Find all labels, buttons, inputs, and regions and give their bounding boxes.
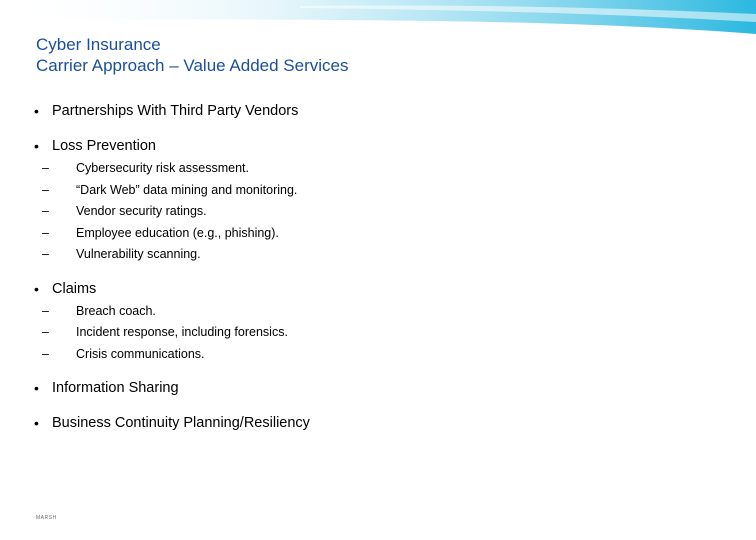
dash-marker: –: [42, 247, 49, 261]
bullet-label: Claims: [52, 280, 97, 297]
bullet-dot: •: [34, 138, 39, 154]
claims-sublist: [34, 301, 724, 366]
title-line-2: Carrier Approach – Value Added Services: [36, 56, 349, 75]
dash-marker: –: [42, 204, 49, 218]
list-item-text: Vendor security ratings.: [76, 204, 207, 218]
top-decorative-band: [0, 0, 756, 36]
list-item-text: Breach coach.: [76, 303, 156, 318]
list-item-text: Employee education (e.g., phishing).: [76, 225, 279, 240]
bullet-loss-prevention: [34, 137, 724, 155]
list-item-text: Vulnerability scanning.: [76, 247, 201, 261]
bullet-label: Information Sharing: [52, 380, 179, 396]
list-item: [34, 322, 724, 344]
list-item: [34, 201, 724, 223]
bullet-dot: •: [34, 280, 39, 297]
list-item: [34, 180, 724, 202]
bullet-dot: •: [34, 380, 39, 396]
list-item: [34, 223, 724, 245]
loss-prevention-sublist: [34, 158, 724, 266]
dash-marker: –: [42, 346, 49, 361]
list-item: [34, 344, 724, 366]
list-item: [34, 244, 724, 266]
bullet-partnerships: [34, 102, 724, 120]
list-item: [34, 158, 724, 180]
title-line-1: Cyber Insurance: [36, 35, 161, 54]
bullet-information-sharing: [34, 379, 724, 397]
dash-marker: –: [42, 161, 49, 175]
marsh-logo: MARSH: [36, 515, 57, 521]
bullet-label: Partnerships With Third Party Vendors: [52, 103, 299, 119]
bullet-business-continuity: [34, 414, 724, 432]
dash-marker: –: [42, 182, 49, 197]
slide-title: [36, 34, 348, 76]
bullet-label: Loss Prevention: [52, 138, 156, 154]
bullet-label: Business Continuity Planning/Resiliency: [52, 415, 310, 431]
bullet-dot: •: [34, 415, 39, 431]
list-item: [34, 301, 724, 323]
dash-marker: –: [42, 303, 49, 318]
bullet-dot: •: [34, 103, 39, 119]
list-item-text: Cybersecurity risk assessment.: [76, 161, 249, 175]
list-item-text: “Dark Web” data mining and monitoring.: [76, 182, 298, 197]
list-item-text: Crisis communications.: [76, 346, 205, 361]
list-item-text: Incident response, including forensics.: [76, 325, 288, 339]
bullet-list: [34, 102, 724, 432]
dash-marker: –: [42, 225, 49, 240]
bullet-claims: [34, 280, 724, 298]
dash-marker: –: [42, 325, 49, 339]
